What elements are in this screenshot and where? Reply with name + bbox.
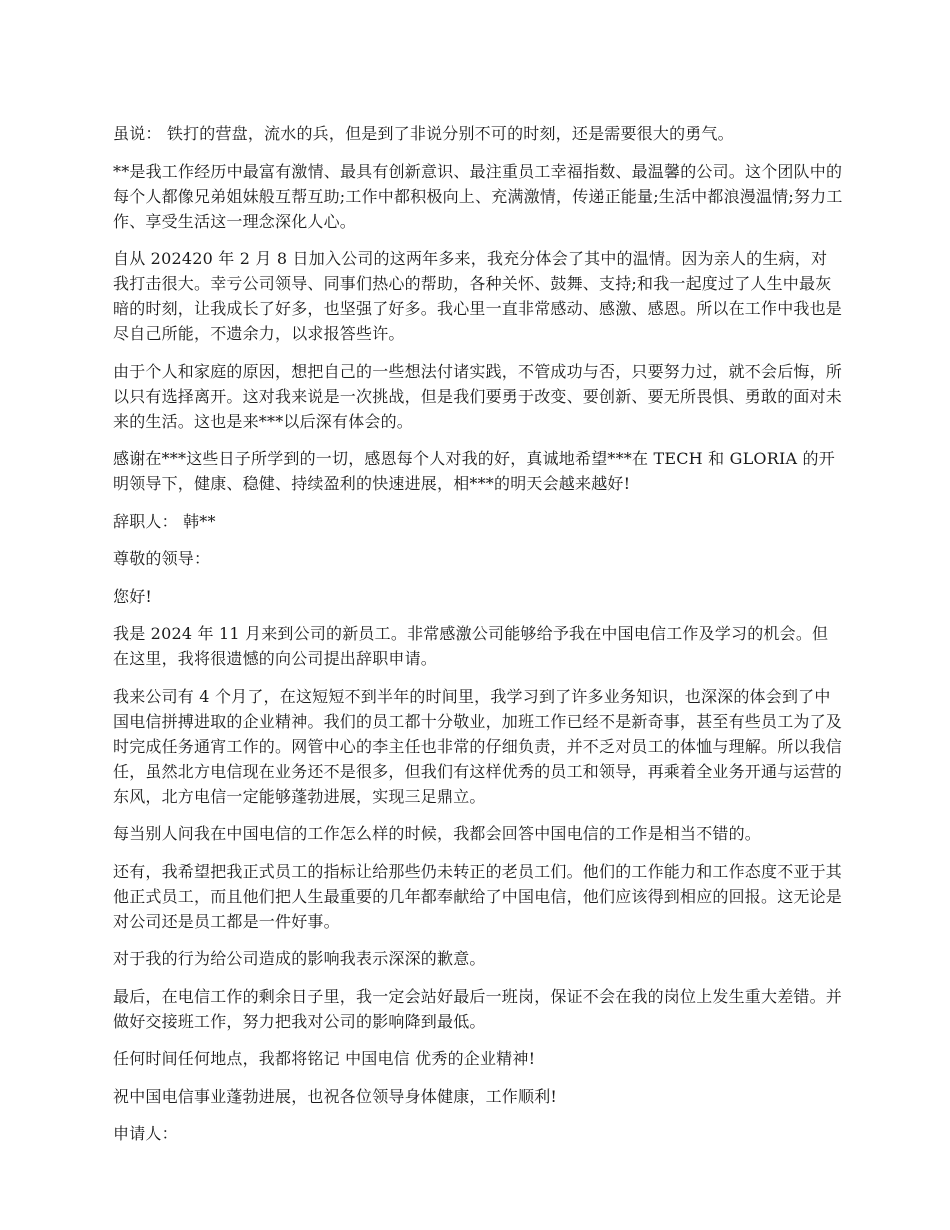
- paragraph-opening: 虽说： 铁打的营盘，流水的兵，但是到了非说分别不可的时刻，还是需要很大的勇气。: [113, 124, 734, 143]
- paragraph-reason: 由于个人和家庭的原因，想把自己的一些想法付诸实践，不管成功与否，只要努力过，就不会后悔，所以只有选择离开。这对我来说是一次挑战，但是我们要勇于改变、要创新、要无所畏惧、勇敢的面对未来的生活。这也是来***以后深有体会的。: [113, 361, 843, 431]
- paragraph-thanks: 感谢在***这些日子所学到的一切，感恩每个人对我的好，真诚地希望***在 TECH 和 GLORIA 的开明领导下，健康、稳健、持续盈利的快速进展，相***的明天会越来越好!: [113, 449, 835, 493]
- paragraph-wishes: 祝中国电信事业蓬勃进展，也祝各位领导身体健康，工作顺利!: [113, 1086, 558, 1106]
- paragraph-company-praise: **是我工作经历中最富有激情、最具有创新意识、最注重员工幸福指数、最温馨的公司。这个团队中的每个人都像兄弟姐妹般互帮互助;工作中都积极向上、充满激情，传递正能量;生活中都浪漫温情;努力工作、享受生活这一理念深化人心。: [113, 161, 843, 231]
- paragraph-handover: 最后，在电信工作的剩余日子里，我一定会站好最后一班岗，保证不会在我的岗位上发生重大差错。并做好交接班工作，努力把我对公司的影响降到最低。: [113, 986, 843, 1031]
- paragraph-introduction: 我是 2024 年 11 月来到公司的新员工。非常感激公司能够给予我在中国电信工作及学习的机会。但在这里，我将很遗憾的向公司提出辞职申请。: [113, 624, 829, 668]
- paragraph-apology: 对于我的行为给公司造成的影响我表示深深的歉意。: [113, 949, 486, 968]
- paragraph-quota: 还有，我希望把我正式员工的指标让给那些仍未转正的老员工们。他们的工作能力和工作态度不亚于其他正式员工，而且他们把人生最重要的几年都奉献给了中国电信，他们应该得到相应的回报。这无论是对公司还是员工都是一件好事。: [113, 861, 843, 931]
- salutation: 尊敬的领导：: [113, 549, 211, 568]
- document-body: [113, 121, 843, 1159]
- signature-applicant: 申请人：: [113, 1124, 178, 1143]
- greeting: 您好!: [113, 586, 153, 606]
- paragraph-gratitude: 自从 202420 年 2 月 8 日加入公司的这两年多来，我充分体会了其中的温情。因为亲人的生病，对我打击很大。幸亏公司领导、同事们热心的帮助，各种关怀、鼓舞、支持;和我一起度过了人生中最灰暗的时刻，让我成长了好多，也坚强了好多。我心里一直非常感动、感激、感恩。所以在工作中我也是尽自己所能，不遗余力，以求报答些许。: [113, 249, 843, 343]
- paragraph-remember: 任何时间任何地点，我都将铭记 中国电信 优秀的企业精神!: [113, 1049, 536, 1068]
- paragraph-experience: 我来公司有 4 个月了，在这短短不到半年的时间里，我学习到了许多业务知识，也深深的体会到了中国电信拼搏进取的企业精神。我们的员工都十分敬业，加班工作已经不是新奇事，甚至有些员工为了及时完成任务通宵工作的。网管中心的李主任也非常的仔细负责，并不乏对员工的体恤与理解。所以我信任，虽然北方电信现在业务还不是很多，但我们有这样优秀的员工和领导，再乘着全业务开通与运营的东风，北方电信一定能够蓬勃进展，实现三足鼎立。: [113, 686, 843, 806]
- paragraph-opinion: 每当别人问我在中国电信的工作怎么样的时候，我都会回答中国电信的工作是相当不错的。: [113, 824, 762, 843]
- signature-resigner: 辞职人： 韩**: [113, 511, 216, 531]
